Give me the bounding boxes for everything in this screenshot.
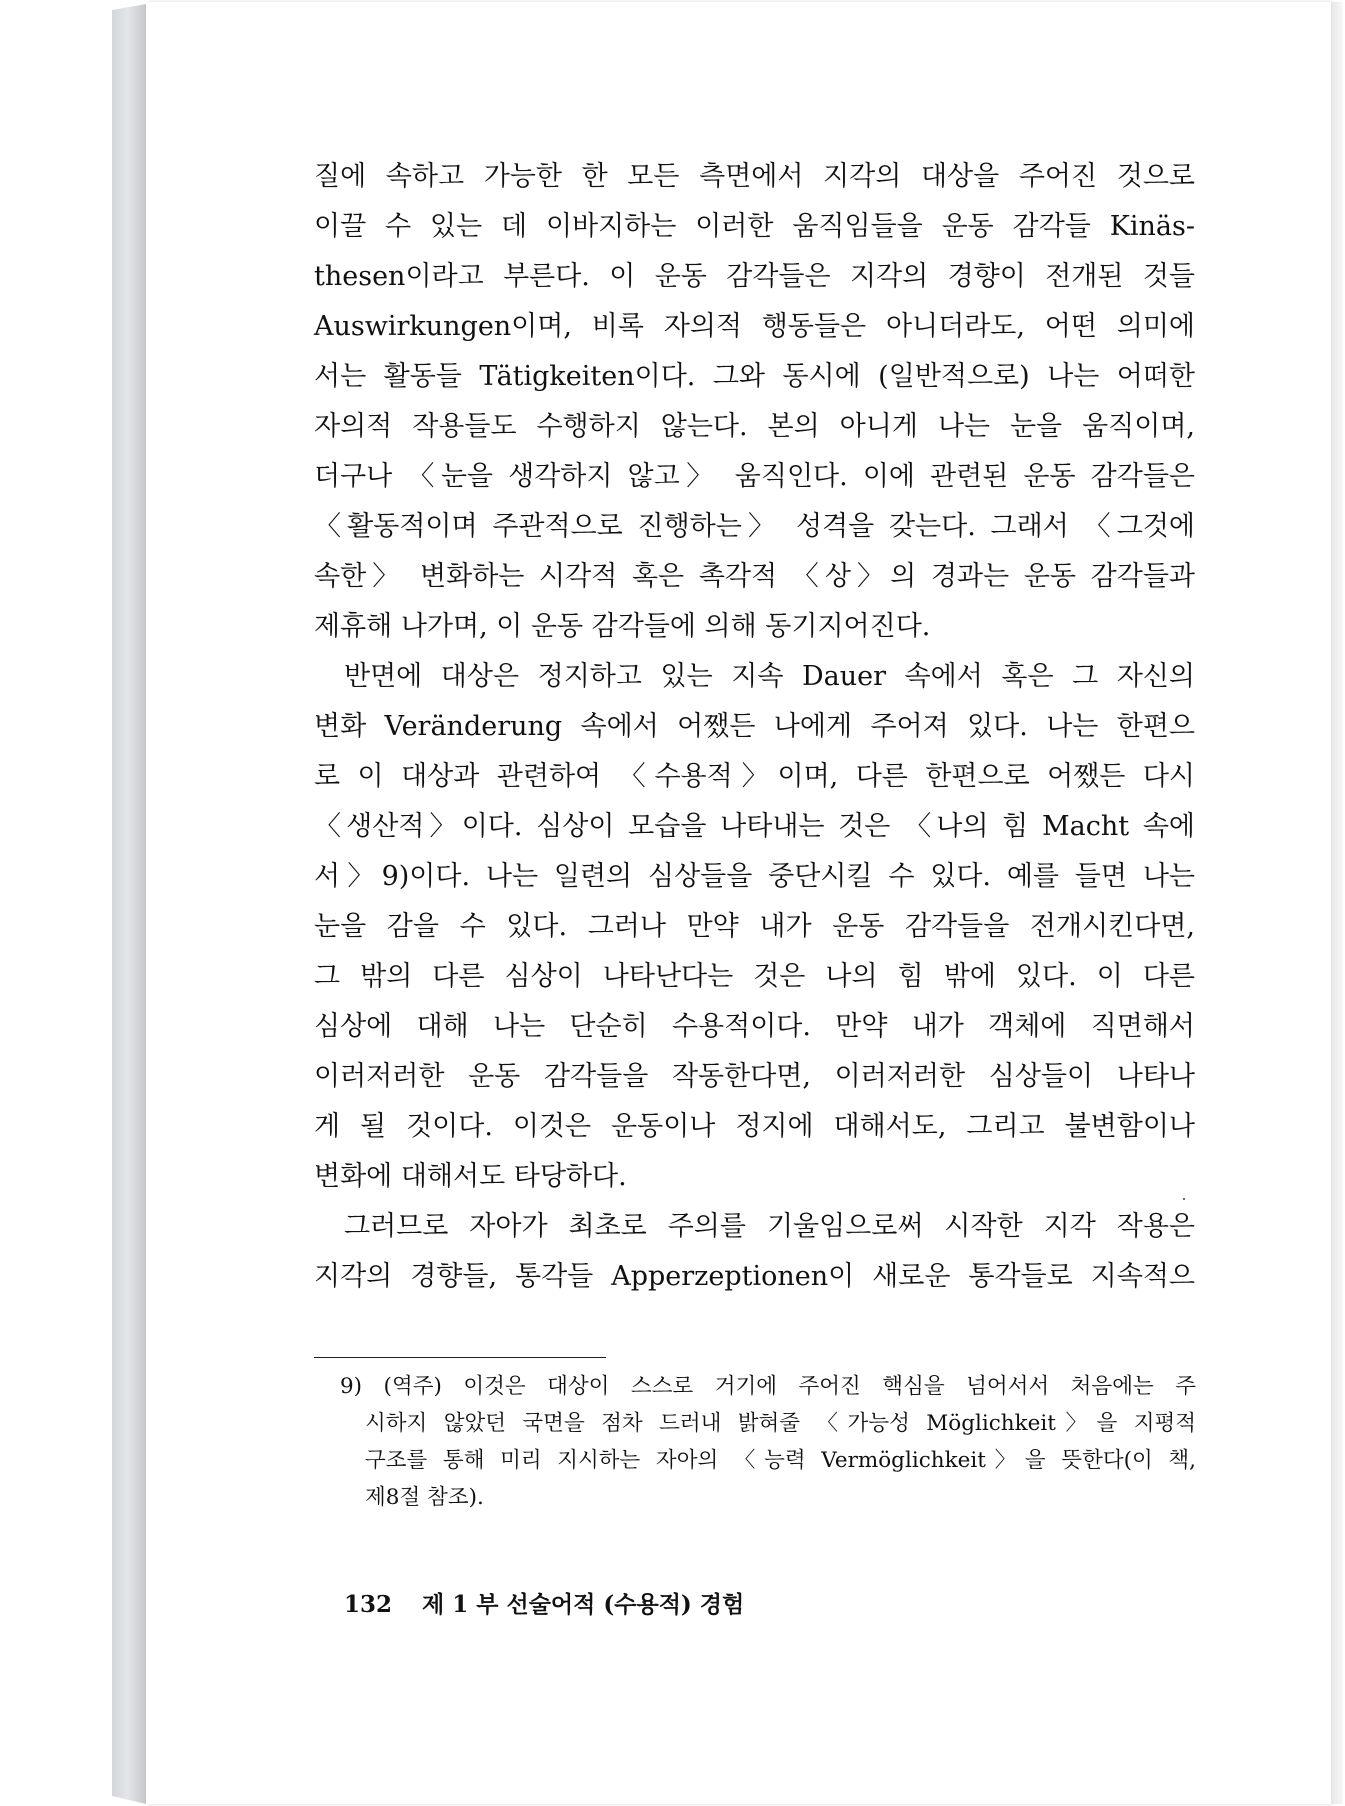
- text-line: 서는 활동들 Tätigkeiten이다. 그와 동시에 (일반적으로) 나는 어떠한: [314, 361, 1195, 392]
- paragraph-3: [314, 1202, 1195, 1302]
- text-line: 그러므로 자아가 최초로 주의를 기울임으로써 시작한 지각 작용은: [344, 1211, 1195, 1242]
- text-line: 지각의 경향들, 통각들 Apperzeptionen이 새로운 통각들로 지속적으: [314, 1261, 1195, 1292]
- paragraph-1: [314, 152, 1195, 652]
- text-line: 제휴해 나가며, 이 운동 감각들에 의해 동기지어진다.: [314, 611, 931, 642]
- text-line: 〈생산적〉이다. 심상이 모습을 나타내는 것은 〈나의 힘 Macht 속에: [314, 811, 1195, 842]
- page-speck: [1183, 1198, 1185, 1200]
- text-line: 서〉9)이다. 나는 일련의 심상들을 중단시킬 수 있다. 예를 들면 나는: [314, 861, 1195, 892]
- text-line: 반면에 대상은 정지하고 있는 지속 Dauer 속에서 혹은 그 자신의: [344, 661, 1195, 692]
- text-line: 속한〉 변화하는 시각적 혹은 촉각적 〈상〉의 경과는 운동 감각들과: [314, 561, 1195, 592]
- text-line: 심상에 대해 나는 단순히 수용적이다. 만약 내가 객체에 직면해서: [314, 1011, 1195, 1042]
- text-line: 자의적 작용들도 수행하지 않는다. 본의 아니게 나는 눈을 움직이며,: [314, 411, 1195, 442]
- text-line: 이러저러한 운동 감각들을 작동한다면, 이러저러한 심상들이 나타나: [314, 1061, 1195, 1092]
- page-edge: [1331, 2, 1343, 1804]
- text-line: 눈을 감을 수 있다. 그러나 만약 내가 운동 감각들을 전개시킨다면,: [314, 911, 1195, 942]
- text-line: 게 될 것이다. 이것은 운동이나 정지에 대해서도, 그리고 불변함이나: [314, 1111, 1195, 1142]
- text-line: 그 밖의 다른 심상이 나타난다는 것은 나의 힘 밖에 있다. 이 다른: [314, 961, 1195, 992]
- text-line: 질에 속하고 가능한 한 모든 측면에서 지각의 대상을 주어진 것으로: [314, 161, 1195, 192]
- page-footer: [344, 1586, 744, 1619]
- text-line: 〈활동적이며 주관적으로 진행하는〉 성격을 갖는다. 그래서 〈그것에: [314, 511, 1195, 542]
- text-line: 변화 Veränderung 속에서 어쨌든 나에게 주어져 있다. 나는 한편으: [314, 711, 1195, 742]
- footnote-line: 제8절 참조).: [365, 1485, 484, 1510]
- text-line: 더구나 〈눈을 생각하지 않고〉 움직인다. 이에 관련된 운동 감각들은: [314, 461, 1195, 492]
- text-line: 변화에 대해서도 타당하다.: [314, 1161, 627, 1192]
- body-text: [314, 152, 1195, 1302]
- footnote-line: 9) (역주) 이것은 대상이 스스로 거기에 주어진 핵심을 넘어서서 처음에는 주: [340, 1374, 1196, 1399]
- text-line: Auswirkungen이며, 비록 자의적 행동들은 아니더라도, 어떤 의미에: [314, 311, 1195, 342]
- text-line: thesen이라고 부른다. 이 운동 감각들은 지각의 경향이 전개된 것들: [314, 261, 1195, 292]
- page-number: 132: [344, 1591, 393, 1618]
- footnote-line: 시하지 않았던 국면을 점차 드러내 밝혀줄 〈가능성 Möglichkeit〉을 지평적: [365, 1411, 1196, 1436]
- footnote-divider: [314, 1357, 606, 1358]
- running-head: 제 1 부 선술어적 (수용적) 경험: [422, 1591, 745, 1618]
- book-spine: [112, 4, 146, 1804]
- footnote-line: 구조를 통해 미리 지시하는 자아의 〈능력 Vermöglichkeit〉을 뜻한다(이 책,: [365, 1448, 1196, 1473]
- text-line: 이끌 수 있는 데 이바지하는 이러한 움직임들을 운동 감각들 Kinäs-: [314, 211, 1195, 242]
- paragraph-2: [314, 652, 1195, 1202]
- text-line: 로 이 대상과 관련하여 〈수용적〉이며, 다른 한편으로 어쨌든 다시: [314, 761, 1195, 792]
- footnote-9: [340, 1368, 1196, 1516]
